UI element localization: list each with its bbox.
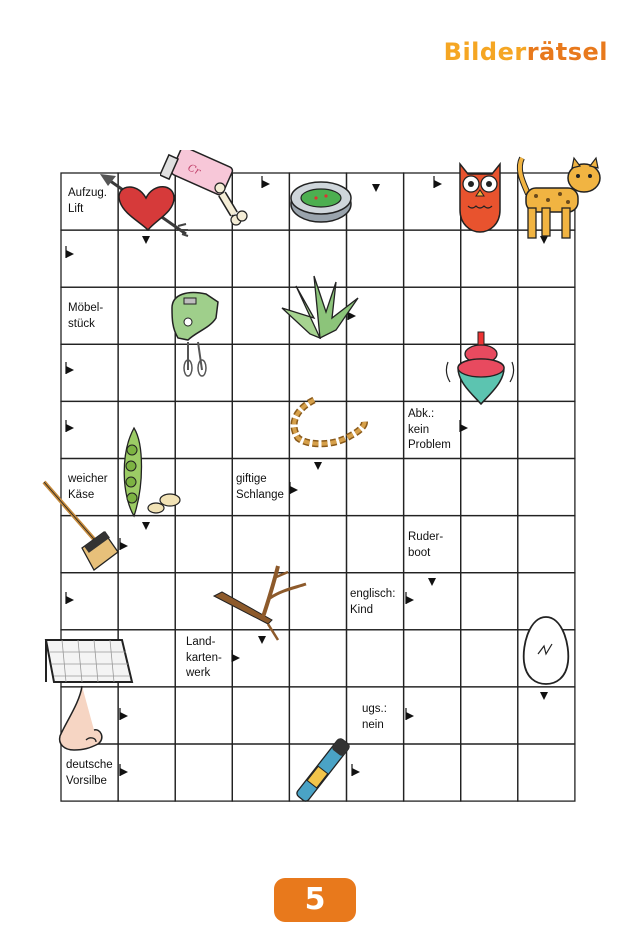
broom-icon [40,478,124,574]
clue-weicher-kaese: weicher Käse [68,473,108,501]
grid-cell[interactable] [461,459,518,516]
arrow-right-icon [406,596,414,604]
grid-cell[interactable] [518,744,575,801]
page-title: Bilderrätsel [443,38,608,66]
grid-cell[interactable] [518,287,575,344]
grid-cell[interactable] [347,516,404,573]
svg-text:Cr: Cr [185,162,202,178]
hand-mixer-icon [166,288,224,378]
grid-cell[interactable] [461,230,518,287]
pen-icon [290,730,356,810]
bean-icon [146,492,182,516]
arrow-down-icon [540,692,548,700]
grid-cell[interactable] [232,401,289,458]
arrow-right-icon [232,654,240,662]
grid-cell[interactable] [518,459,575,516]
aloe-plant-icon [278,272,362,340]
clue-landkartenwerk: Land- karten- werk [186,636,222,679]
arrow-down-icon [428,578,436,586]
grid-cell[interactable] [461,744,518,801]
clue-giftige-schlange: giftige Schlange [236,473,284,501]
arrow-right-icon [120,712,128,720]
clue-deutsche-vorsilbe: deutsche Vorsilbe [66,759,113,787]
tube-bone-icon [160,150,264,232]
clue-ruderboot: Ruder- boot [408,531,444,559]
grid-cell[interactable] [175,401,232,458]
grid-cell[interactable] [175,744,232,801]
arrow-right-icon [66,424,74,432]
arrow-right-icon [66,596,74,604]
grid-cell[interactable] [404,459,461,516]
clue-ugs-nein: ugs.: nein [362,703,387,731]
grid-cell[interactable] [175,459,232,516]
arrow-down-icon [372,184,380,192]
grid-cell[interactable] [232,344,289,401]
arrow-down-icon [314,462,322,470]
arrow-right-icon [460,424,468,432]
grid-cell[interactable] [518,516,575,573]
branch-icon [212,562,310,644]
grid-cell[interactable] [232,687,289,744]
grid-cell[interactable] [175,687,232,744]
page-number-badge: 5 [274,878,356,922]
clue-kein-problem: Abk.: kein Problem [408,408,451,451]
egg-icon [520,614,572,686]
grid-cell[interactable] [518,687,575,744]
grid-cell[interactable] [347,459,404,516]
grid-cell[interactable] [404,744,461,801]
grid-cell[interactable] [118,573,175,630]
grid-cell[interactable] [61,344,118,401]
chain-icon [284,394,368,452]
arrow-down-icon [142,522,150,530]
stadium-icon [288,174,354,226]
owl-icon [452,158,508,234]
grid-cell[interactable] [404,630,461,687]
grid-cell[interactable] [518,401,575,458]
grid-cell[interactable] [347,630,404,687]
arrow-right-icon [66,250,74,258]
grid-cell[interactable] [232,744,289,801]
clue-englisch-kind: englisch: Kind [350,588,396,616]
grid-cell[interactable] [461,687,518,744]
clue-lift: Aufzug. Lift [68,187,107,215]
grid-cell[interactable] [404,230,461,287]
grid-cell[interactable] [347,173,404,230]
grid-cell[interactable] [289,344,346,401]
nose-icon [56,684,112,754]
arrow-right-icon [406,712,414,720]
grid-cell[interactable] [461,630,518,687]
arrow-right-icon [120,768,128,776]
spinning-top-icon [444,330,518,410]
leopard-icon [514,154,606,242]
grid-cell[interactable] [347,344,404,401]
arrow-right-icon [434,180,442,188]
grid-cell[interactable] [518,344,575,401]
soccer-goal-icon [40,636,136,688]
arrow-right-icon [66,366,74,374]
grid-cell[interactable] [461,573,518,630]
clue-moebelstueck: Möbel- stück [68,302,104,330]
grid-cell[interactable] [461,516,518,573]
arrow-right-icon [290,486,298,494]
